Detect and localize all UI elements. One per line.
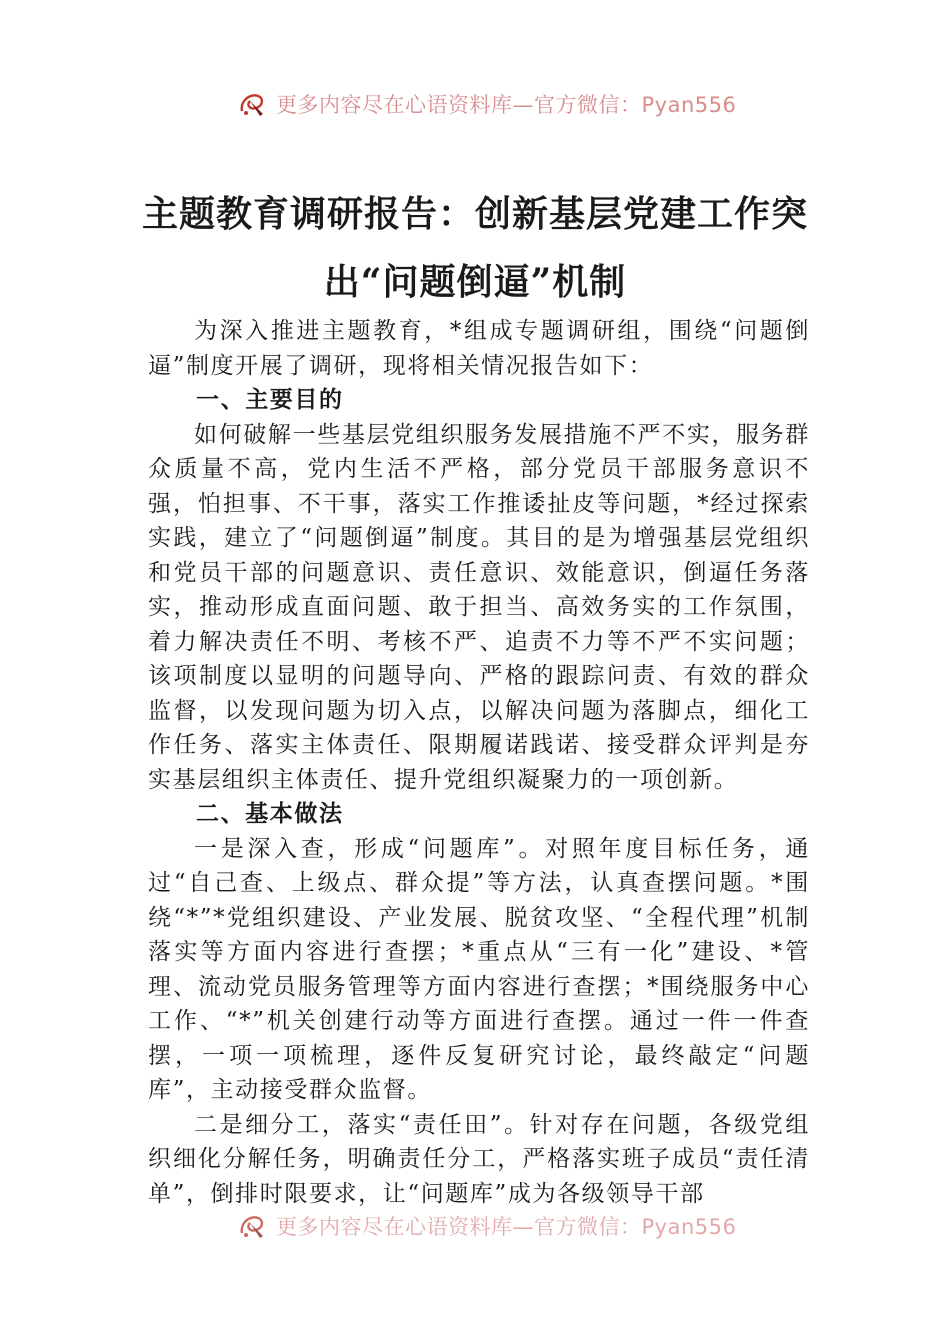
document-body [148,314,810,1211]
practice-paragraph-2: 二是细分工，落实“责任田”。针对存在问题，各级党组织细化分解任务，明确责任分工，严格落实班子成员“责任清单”，倒排时限要求，让“问题库”成为各级领导干部 [148,1111,810,1207]
section-heading-purpose: 一、主要目的 [196,387,344,413]
pen-swirl-logo-icon [236,1209,270,1243]
section-heading-practice: 二、基本做法 [196,801,344,827]
purpose-paragraph: 如何破解一些基层党组织服务发展措施不严不实，服务群众质量不高，党内生活不严格，部分党员干部服务意识不强，怕担事、不干事，落实工作推诿扯皮等问题，*经过探索实践，建立了“问题倒逼”制度。其目的是为增强基层党组织和党员干部的问题意识、责任意识、效能意识，倒逼任务落实，推动形成直面问题、敢于担当、高效务实的工作氛围，着力解决责任不明、考核不严、追责不力等不严不实问题；该项制度以显明的问题导向、严格的跟踪问责、有效的群众监督，以发现问题为切入点，以解决问题为落脚点，细化工作任务、落实主体责任、限期履诺践诺、接受群众评判是夯实基层组织主体责任、提升党组织凝聚力的一项创新。 [148,421,810,793]
practice-paragraph-1: 一是深入查，形成“问题库”。对照年度目标任务，通过“自己查、上级点、群众提”等方法，认真查摆问题。*围绕“*”*党组织建设、产业发展、脱贫攻坚、“全程代理”机制落实等方面内容进行查摆；*重点从“三有一化”建设、*管理、流动党员服务管理等方面内容进行查摆；*围绕服务中心工作、“*”机关创建行动等方面进行查摆。通过一件一件查摆，一项一项梳理，逐件反复研究讨论，最终敲定“问题库”，主动接受群众监督。 [148,835,810,1103]
watermark-footer [236,1206,736,1246]
watermark-header [236,84,736,124]
document-title-line-2: 出“问题倒逼”机制 [323,261,627,303]
pen-swirl-logo-icon [236,87,270,121]
watermark-text: 更多内容尽在心语资料库—官方微信：Pyan556 [276,93,737,117]
document-title-line-1: 主题教育调研报告：创新基层党建工作突 [141,193,808,235]
intro-paragraph: 为深入推进主题教育，*组成专题调研组，围绕“问题倒逼”制度开展了调研，现将相关情况报告如下： [148,318,810,379]
watermark-text: 更多内容尽在心语资料库—官方微信：Pyan556 [276,1215,737,1239]
